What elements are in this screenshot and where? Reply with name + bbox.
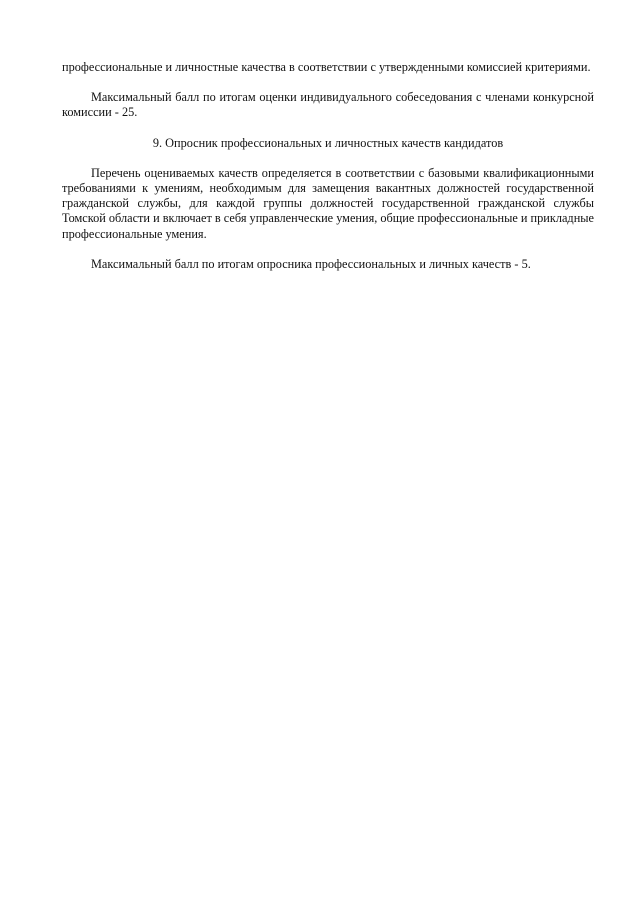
paragraph-qualities-list: Перечень оцениваемых качеств определяется в соответствии с базовыми квалификационными требованиями к умениям, необходимым для замещения вакантных должностей государственной гражданской службы, для каждой группы должностей государственной гражданской службы Томской области и включает в себя управленческие умения, общие профессиональные и прикладные профессиональные умения. [62,165,594,241]
paragraph-spacer [62,242,594,257]
paragraph-max-score-questionnaire: Максимальный балл по итогам опросника профессиональных и личных качеств - 5. [91,256,531,271]
paragraph-criteria-continuation: профессиональные и личностные качества в соответствии с утвержденными комиссией критериями. [62,60,591,74]
paragraph-spacer [62,75,594,90]
paragraph-spacer [62,121,594,136]
document-body [62,60,594,272]
paragraph-max-score-interview: Максимальный балл по итогам оценки индивидуального собеседования с членами конкурсной комиссии - 25. [62,90,594,120]
section-heading: 9. Опросник профессиональных и личностных качеств кандидатов [152,135,504,150]
paragraph-spacer [62,151,594,166]
